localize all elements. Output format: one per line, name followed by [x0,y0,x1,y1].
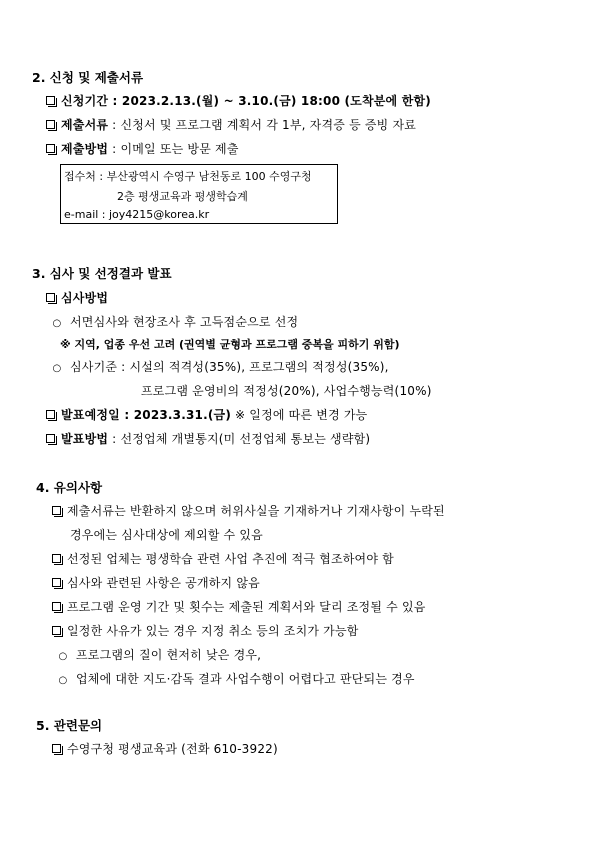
square-bullet-icon [52,578,61,587]
section-3-heading: 3. 심사 및 선정결과 발표 [32,266,172,281]
circle-bullet-icon: ○ [52,318,62,329]
inquiry-text: 수영구청 평생교육과 (전화 610-3922) [67,742,278,756]
announce-method-label: 발표방법 [61,432,109,446]
submit-method-text: : 이메일 또는 방문 제출 [108,142,239,156]
section-4-heading: 4. 유의사항 [36,480,103,495]
announce-date-label: 발표예정일 : 2023.3.31.(금) [61,408,231,422]
section-5-heading: 5. 관련문의 [36,718,103,733]
square-bullet-icon [52,554,61,563]
notice-item-3 [52,574,260,591]
notice-item-1 [52,502,445,519]
square-bullet-icon [46,120,55,129]
apply-period-row [46,92,431,109]
square-bullet-icon [52,602,61,611]
criteria-line-2: 프로그램 운영비의 적정성(20%), 사업수행능력(10%) [141,384,432,398]
square-bullet-icon [46,144,55,153]
notice-sub-2-text: 업체에 대한 지도·감독 결과 사업수행이 어렵다고 판단되는 경우 [76,672,415,686]
square-bullet-icon [52,506,61,515]
square-bullet-icon [46,96,55,105]
review-method-row [46,289,108,306]
apply-period-text: 신청기간 : 2023.2.13.(월) ~ 3.10.(금) 18:00 (도착분에 한함) [61,94,431,108]
submit-method-row [46,140,239,157]
submit-method-label: 제출방법 [61,142,109,156]
square-bullet-icon [46,410,55,419]
announce-method-row [46,430,370,447]
section-2-heading: 2. 신청 및 제출서류 [32,70,144,85]
announce-date-text: ※ 일정에 따른 변경 가능 [231,408,368,422]
square-bullet-icon [46,293,55,302]
notice-item-1-line1: 제출서류는 반환하지 않으며 허위사실을 기재하거나 기재사항이 누락된 [67,504,445,518]
circle-bullet-icon: ○ [52,363,62,374]
reception-email: e-mail : joy4215@korea.kr [64,208,210,221]
review-item-1-text: 서면심사와 현장조사 후 고득점순으로 선정 [70,315,299,329]
announce-method-text: : 선정업체 개별통지(미 선정업체 통보는 생략함) [108,432,371,446]
criteria-line-1: 심사기준 : 시설의 적격성(35%), 프로그램의 적정성(35%), [70,360,389,374]
submit-docs-row [46,116,416,133]
review-note: ※ 지역, 업종 우선 고려 (권역별 균형과 프로그램 중복을 피하기 위함) [60,338,400,351]
notice-sub-2 [56,670,415,687]
submit-docs-text: : 신청서 및 프로그램 계획서 각 1부, 자격증 등 증빙 자료 [108,118,417,132]
notice-item-1-line2: 경우에는 심사대상에 제외할 수 있음 [70,528,263,542]
notice-item-2 [52,550,394,567]
notice-sub-1-text: 프로그램의 질이 현저히 낮은 경우, [76,648,262,662]
criteria-row [50,358,389,375]
announce-date-row [46,406,367,423]
inquiry-item [52,740,278,757]
submit-docs-label: 제출서류 [61,118,109,132]
notice-item-3-text: 심사와 관련된 사항은 공개하지 않음 [67,576,260,590]
square-bullet-icon [52,626,61,635]
review-method-label: 심사방법 [61,291,109,305]
circle-bullet-icon: ○ [58,675,68,686]
square-bullet-icon [46,434,55,443]
notice-item-4 [52,598,426,615]
notice-sub-1 [56,646,261,663]
notice-item-5-text: 일정한 사유가 있는 경우 지정 취소 등의 조치가 가능함 [67,624,359,638]
reception-address-line1: 접수처 : 부산광역시 수영구 남천동로 100 수영구청 [64,170,312,183]
notice-item-2-text: 선정된 업체는 평생학습 관련 사업 추진에 적극 협조하여야 함 [67,552,394,566]
square-bullet-icon [52,744,61,753]
notice-item-4-text: 프로그램 운영 기간 및 횟수는 제출된 계획서와 달리 조정될 수 있음 [67,600,426,614]
reception-address-line2: 2층 평생교육과 평생학습계 [117,190,248,203]
review-item-1 [50,313,298,330]
circle-bullet-icon: ○ [58,651,68,662]
notice-item-5 [52,622,359,639]
